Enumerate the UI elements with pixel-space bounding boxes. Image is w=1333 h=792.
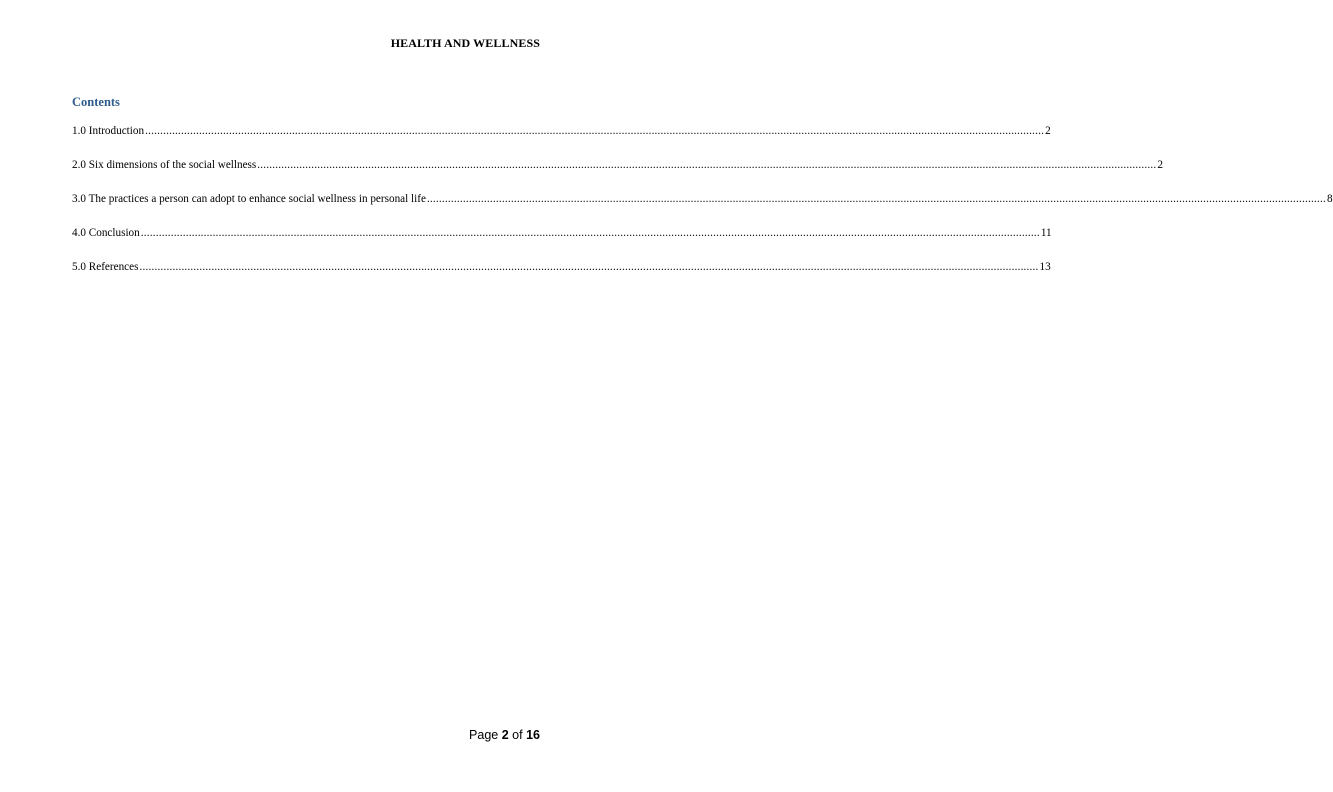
toc-entry-six-dimensions[interactable] bbox=[72, 158, 1163, 192]
running-header: HEALTH AND WELLNESS bbox=[390, 36, 540, 50]
toc-entry-page: 11 bbox=[1040, 227, 1052, 239]
toc-entry-title: 4.0 Conclusion bbox=[72, 227, 140, 239]
footer-of-label: of bbox=[512, 728, 523, 742]
toc-entry-practices[interactable] bbox=[72, 192, 1333, 226]
toc-entry-page: 8 bbox=[1327, 193, 1333, 205]
toc-entry-page: 2 bbox=[1045, 125, 1051, 137]
footer-total-pages: 16 bbox=[526, 728, 540, 742]
toc-entry-introduction[interactable] bbox=[72, 124, 1051, 158]
toc-dot-leader: ............................................................................................................................................................................................................................................................................................................ bbox=[140, 227, 1040, 239]
toc-entry-title: 2.0 Six dimensions of the social wellness bbox=[72, 159, 257, 171]
toc-dot-leader: ............................................................................................................................................................................................................................................................................................................ bbox=[426, 193, 1326, 205]
toc-dot-leader: ............................................................................................................................................................................................................................................................................................................ bbox=[139, 261, 1039, 273]
toc-dot-leader: ............................................................................................................................................................................................................................................................................................................ bbox=[145, 125, 1045, 137]
toc-dot-leader: ............................................................................................................................................................................................................................................................................................................ bbox=[257, 159, 1157, 171]
toc-entry-references[interactable] bbox=[72, 260, 1051, 294]
footer-page-label: Page bbox=[469, 728, 499, 742]
toc-entry-title: 5.0 References bbox=[72, 261, 139, 273]
toc-entry-page: 13 bbox=[1039, 261, 1051, 273]
page-footer bbox=[469, 728, 540, 742]
toc-entry-title: 3.0 The practices a person can adopt to enhance social wellness in personal life bbox=[72, 193, 426, 205]
toc-entry-title: 1.0 Introduction bbox=[72, 125, 145, 137]
toc-entry-conclusion[interactable] bbox=[72, 226, 1052, 260]
toc-entry-page: 2 bbox=[1157, 159, 1163, 171]
toc-heading: Contents bbox=[72, 95, 120, 109]
table-of-contents bbox=[72, 124, 1333, 294]
footer-current-page: 2 bbox=[501, 728, 509, 742]
